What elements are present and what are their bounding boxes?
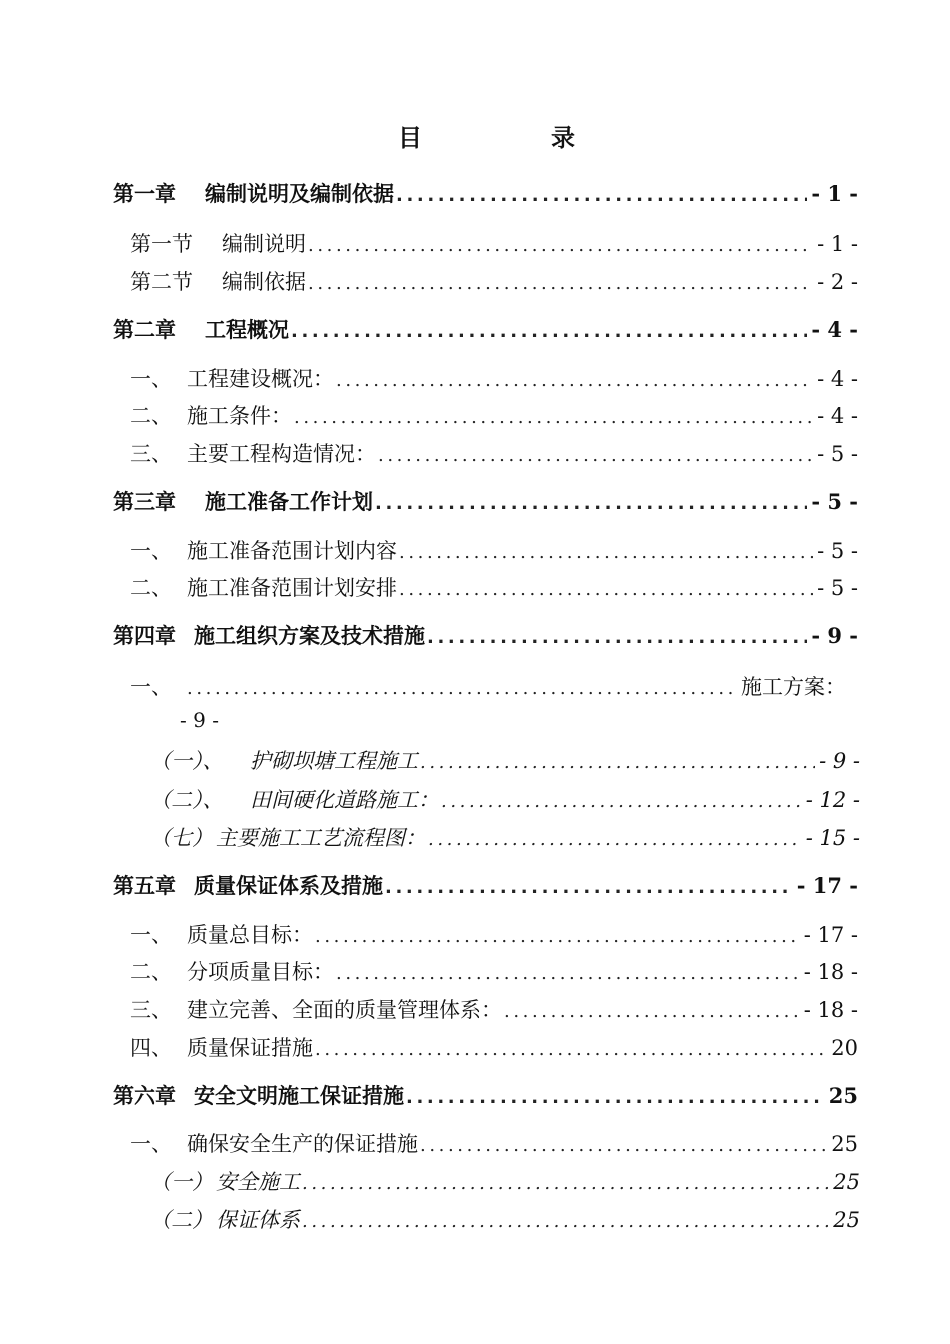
- toc-leader-dots: [375, 493, 807, 514]
- toc-section-1-2[interactable]: [130, 266, 858, 296]
- toc-leader-dots: [315, 926, 800, 947]
- toc-number: 三、: [130, 998, 172, 1022]
- toc-leader-dots: [399, 542, 813, 563]
- toc-subsection-4-1-2[interactable]: [150, 784, 860, 814]
- toc-title-char-1: 目: [398, 123, 422, 152]
- toc-number: 第一节: [130, 232, 193, 256]
- toc-chapter-4[interactable]: [113, 620, 858, 650]
- toc-page-number: - 1 -: [817, 232, 858, 256]
- toc-page-number: - 4 -: [817, 404, 858, 428]
- toc-leader-dots: [406, 1087, 825, 1108]
- toc-section-4-1[interactable]: [130, 671, 846, 701]
- toc-page-number: - 4 -: [817, 367, 858, 391]
- toc-label: 编制说明: [222, 232, 306, 256]
- toc-label: 确保安全生产的保证措施: [187, 1132, 418, 1156]
- toc-section-5-4[interactable]: [130, 1032, 858, 1062]
- toc-label: 质量保证体系及措施: [194, 874, 383, 898]
- toc-section-2-2[interactable]: [130, 400, 858, 430]
- toc-page-number: - 12 -: [805, 788, 860, 812]
- toc-number: 第五章: [113, 874, 176, 898]
- toc-chapter-2[interactable]: [113, 314, 858, 344]
- toc-page-number: - 17 -: [796, 873, 858, 898]
- toc-section-1-1[interactable]: [130, 228, 858, 258]
- toc-leader-dots: [385, 877, 793, 898]
- toc-leader-dots: [504, 1001, 800, 1022]
- toc-number: 二、: [130, 576, 172, 600]
- toc-label: 建立完善、全面的质量管理体系：: [187, 998, 502, 1022]
- toc-label: 施工条件：: [187, 404, 292, 428]
- toc-label: 施工方案：: [741, 675, 846, 699]
- toc-subsection-6-1-1[interactable]: [150, 1166, 860, 1196]
- toc-label: 施工准备范围计划内容: [187, 539, 397, 563]
- toc-leader-dots: [420, 752, 815, 773]
- toc-number: （二）: [150, 1208, 213, 1232]
- toc-label: 工程建设概况：: [187, 367, 334, 391]
- toc-chapter-1[interactable]: [113, 178, 858, 208]
- toc-number: 二、: [130, 960, 172, 984]
- toc-title-char-2: 录: [551, 123, 575, 152]
- toc-section-3-2[interactable]: [130, 572, 858, 602]
- toc-title: [0, 118, 950, 152]
- toc-label: 主要工程构造情况：: [187, 442, 376, 466]
- toc-label: 分项质量目标：: [187, 960, 334, 984]
- toc-leader-dots: [420, 1135, 827, 1156]
- toc-subsection-6-1-2[interactable]: [150, 1204, 860, 1234]
- toc-leader-dots: [308, 235, 813, 256]
- toc-leader-dots: [308, 273, 813, 294]
- toc-chapter-5[interactable]: [113, 870, 858, 900]
- toc-number: 四、: [130, 1036, 172, 1060]
- toc-label: 施工准备范围计划安排: [187, 576, 397, 600]
- toc-leader-dots: [187, 678, 735, 699]
- toc-label: 编制依据: [222, 270, 306, 294]
- toc-label: 田间硬化道路施工：: [250, 788, 439, 812]
- toc-label: 主要施工工艺流程图：: [216, 826, 426, 850]
- toc-section-5-1[interactable]: [130, 919, 858, 949]
- toc-page-number: - 4 -: [811, 317, 858, 342]
- toc-leader-dots: [399, 579, 813, 600]
- toc-label: 工程概况: [205, 318, 289, 342]
- toc-section-3-1[interactable]: [130, 535, 858, 565]
- toc-leader-dots: [336, 370, 813, 391]
- toc-leader-dots: [441, 791, 802, 812]
- toc-leader-dots: [291, 321, 807, 342]
- toc-number: 第三章: [113, 490, 176, 514]
- toc-number: （一）: [150, 1170, 213, 1194]
- toc-number: 第二章: [113, 318, 176, 342]
- toc-leader-dots: [396, 185, 807, 206]
- toc-page-number: 25: [831, 1132, 858, 1156]
- toc-number: 一、: [130, 675, 172, 699]
- toc-number: 一、: [130, 367, 172, 391]
- toc-chapter-6[interactable]: [113, 1080, 858, 1110]
- toc-page-number: - 17 -: [803, 923, 858, 947]
- toc-page-number: - 15 -: [805, 826, 860, 850]
- toc-section-5-2[interactable]: [130, 956, 858, 986]
- toc-number: 第一章: [113, 182, 176, 206]
- toc-page-number: 25: [828, 1083, 858, 1108]
- toc-number: （七）: [150, 826, 213, 850]
- toc-label: 护砌坝塘工程施工: [250, 749, 418, 773]
- toc-number: 一、: [130, 923, 172, 947]
- toc-page-number: - 5 -: [811, 489, 858, 514]
- toc-number: 第六章: [113, 1084, 176, 1108]
- toc-number: 第二节: [130, 270, 193, 294]
- toc-page-number: - 9 -: [819, 749, 860, 773]
- toc-label: 安全施工: [216, 1170, 300, 1194]
- toc-leader-dots: [428, 829, 802, 850]
- toc-label: 保证体系: [216, 1208, 300, 1232]
- toc-section-2-3[interactable]: [130, 438, 858, 468]
- toc-page-number-wrapped: - 9 -: [180, 708, 219, 732]
- toc-leader-dots: [315, 1039, 827, 1060]
- toc-page-number: - 5 -: [817, 576, 858, 600]
- toc-page-number: - 2 -: [817, 270, 858, 294]
- toc-chapter-3[interactable]: [113, 486, 858, 516]
- toc-subsection-4-1-7[interactable]: [150, 822, 860, 852]
- toc-page-number: - 18 -: [803, 998, 858, 1022]
- toc-page-number: - 18 -: [803, 960, 858, 984]
- toc-number: 三、: [130, 442, 172, 466]
- toc-number: 二、: [130, 404, 172, 428]
- toc-label: 安全文明施工保证措施: [194, 1084, 404, 1108]
- toc-subsection-4-1-1[interactable]: [150, 745, 860, 775]
- toc-leader-dots: [378, 445, 813, 466]
- toc-section-2-1[interactable]: [130, 363, 858, 393]
- toc-leader-dots: [302, 1211, 829, 1232]
- toc-label: 质量保证措施: [187, 1036, 313, 1060]
- toc-label: 施工组织方案及技术措施: [194, 624, 425, 648]
- toc-page-number: - 5 -: [817, 539, 858, 563]
- toc-section-6-1[interactable]: [130, 1128, 858, 1158]
- toc-page-number: 25: [833, 1170, 860, 1194]
- toc-leader-dots: [294, 407, 813, 428]
- toc-number: （一）、: [150, 749, 224, 773]
- toc-leader-dots: [336, 963, 800, 984]
- toc-page-number: 20: [831, 1036, 858, 1060]
- toc-section-5-3[interactable]: [130, 994, 858, 1024]
- toc-label: 编制说明及编制依据: [205, 182, 394, 206]
- toc-page-number: - 5 -: [817, 442, 858, 466]
- toc-page-number: 25: [833, 1208, 860, 1232]
- toc-leader-dots: [302, 1173, 829, 1194]
- toc-number: 一、: [130, 539, 172, 563]
- toc-label: 施工准备工作计划: [205, 490, 373, 514]
- toc-page-number: - 9 -: [811, 623, 858, 648]
- toc-number: 第四章: [113, 624, 176, 648]
- toc-number: 一、: [130, 1132, 172, 1156]
- toc-label: 质量总目标：: [187, 923, 313, 947]
- toc-page-number: - 1 -: [811, 181, 858, 206]
- toc-number: （二）、: [150, 788, 224, 812]
- toc-leader-dots: [427, 627, 807, 648]
